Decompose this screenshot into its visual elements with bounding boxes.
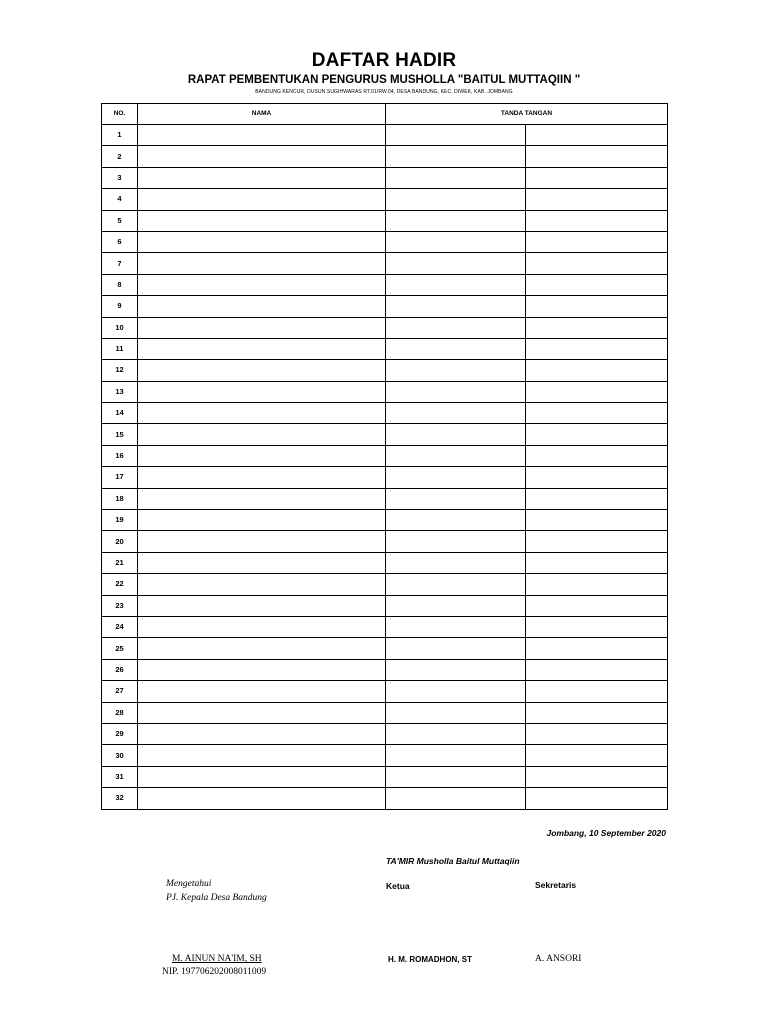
row-number: 5: [102, 210, 138, 231]
table-row: [102, 788, 668, 809]
signature-cell-left[interactable]: [386, 702, 526, 723]
table-row: [102, 574, 668, 595]
signature-cell-left[interactable]: [386, 531, 526, 552]
name-cell[interactable]: [138, 659, 386, 680]
table-row: [102, 659, 668, 680]
organization-name: TA'MIR Musholla Baitul Muttaqiin: [386, 856, 520, 866]
row-number: 8: [102, 274, 138, 295]
table-row: [102, 360, 668, 381]
table-row: [102, 552, 668, 573]
row-number: 20: [102, 531, 138, 552]
column-header-no: NO.: [102, 104, 138, 125]
document-address: BANDUNG KENCUR, DUSUN SUGIHWARAS RT.01/RW.04, DESA BANDUNG, KEC. DIWEK, KAB. JOMBANG: [255, 89, 513, 95]
signature-cell-left[interactable]: [386, 659, 526, 680]
signature-cell-left[interactable]: [386, 360, 526, 381]
signature-cell-right[interactable]: [526, 338, 668, 359]
table-row: [102, 488, 668, 509]
signature-cell-left[interactable]: [386, 510, 526, 531]
name-cell[interactable]: [138, 681, 386, 702]
signature-cell-left[interactable]: [386, 167, 526, 188]
signature-cell-right[interactable]: [526, 531, 668, 552]
row-number: 19: [102, 510, 138, 531]
acknowledged-label: Mengetahui: [166, 879, 212, 889]
row-number: 1: [102, 125, 138, 146]
name-cell[interactable]: [138, 702, 386, 723]
signature-cell-left[interactable]: [386, 210, 526, 231]
table-row: [102, 210, 668, 231]
name-cell[interactable]: [138, 360, 386, 381]
name-cell[interactable]: [138, 403, 386, 424]
signature-cell-right[interactable]: [526, 360, 668, 381]
table-row: [102, 403, 668, 424]
signature-cell-right[interactable]: [526, 296, 668, 317]
table-row: [102, 467, 668, 488]
table-row: [102, 296, 668, 317]
document-subtitle: RAPAT PEMBENTUKAN PENGURUS MUSHOLLA "BAITUL MUTTAQIIN ": [187, 74, 581, 86]
name-cell[interactable]: [138, 552, 386, 573]
signature-cell-left[interactable]: [386, 231, 526, 252]
table-row: [102, 638, 668, 659]
signature-cell-left[interactable]: [386, 745, 526, 766]
name-cell[interactable]: [138, 231, 386, 252]
signature-cell-left[interactable]: [386, 381, 526, 402]
signature-cell-right[interactable]: [526, 317, 668, 338]
signature-cell-left[interactable]: [386, 274, 526, 295]
signature-cell-left[interactable]: [386, 616, 526, 637]
row-number: 3: [102, 167, 138, 188]
row-number: 13: [102, 381, 138, 402]
column-header-signature: TANDA TANGAN: [386, 104, 668, 125]
signature-cell-right[interactable]: [526, 659, 668, 680]
table-row: [102, 681, 668, 702]
row-number: 15: [102, 424, 138, 445]
signature-cell-left[interactable]: [386, 403, 526, 424]
signature-cell-right[interactable]: [526, 403, 668, 424]
signature-cell-left[interactable]: [386, 488, 526, 509]
signature-cell-right[interactable]: [526, 574, 668, 595]
row-number: 31: [102, 766, 138, 787]
signature-cell-right[interactable]: [526, 210, 668, 231]
signature-cell-right[interactable]: [526, 467, 668, 488]
village-head-title: PJ. Kepala Desa Bandung: [166, 893, 267, 903]
row-number: 12: [102, 360, 138, 381]
table-row: [102, 274, 668, 295]
name-cell[interactable]: [138, 317, 386, 338]
chair-role-label: Ketua: [386, 881, 410, 891]
signature-cell-right[interactable]: [526, 745, 668, 766]
row-number: 24: [102, 616, 138, 637]
signature-cell-left[interactable]: [386, 552, 526, 573]
signature-cell-left[interactable]: [386, 681, 526, 702]
attendance-table: [101, 103, 668, 810]
row-number: 7: [102, 253, 138, 274]
signature-cell-right[interactable]: [526, 595, 668, 616]
signature-cell-left[interactable]: [386, 467, 526, 488]
signature-cell-left[interactable]: [386, 723, 526, 744]
name-cell[interactable]: [138, 574, 386, 595]
table-row: [102, 125, 668, 146]
row-number: 11: [102, 338, 138, 359]
table-row: [102, 510, 668, 531]
signature-cell-right[interactable]: [526, 274, 668, 295]
signature-cell-right[interactable]: [526, 510, 668, 531]
document-title: DAFTAR HADIR: [311, 50, 457, 71]
signature-cell-right[interactable]: [526, 723, 668, 744]
signature-cell-right[interactable]: [526, 552, 668, 573]
name-cell[interactable]: [138, 467, 386, 488]
signature-cell-right[interactable]: [526, 167, 668, 188]
signature-cell-left[interactable]: [386, 317, 526, 338]
table-header-row: [102, 104, 668, 125]
table-row: [102, 595, 668, 616]
signature-cell-right[interactable]: [526, 125, 668, 146]
name-cell[interactable]: [138, 788, 386, 809]
village-head-nip: NIP. 197706202008011009: [162, 967, 267, 977]
row-number: 14: [102, 403, 138, 424]
name-cell[interactable]: [138, 253, 386, 274]
signature-cell-left[interactable]: [386, 766, 526, 787]
name-cell[interactable]: [138, 296, 386, 317]
attendance-rows: [102, 125, 668, 810]
row-number: 32: [102, 788, 138, 809]
name-cell[interactable]: [138, 210, 386, 231]
signature-cell-left[interactable]: [386, 338, 526, 359]
signature-cell-left[interactable]: [386, 296, 526, 317]
table-row: [102, 167, 668, 188]
row-number: 28: [102, 702, 138, 723]
signature-cell-right[interactable]: [526, 189, 668, 210]
table-row: [102, 231, 668, 252]
name-cell[interactable]: [138, 510, 386, 531]
name-cell[interactable]: [138, 766, 386, 787]
row-number: 17: [102, 467, 138, 488]
signature-cell-right[interactable]: [526, 253, 668, 274]
table-row: [102, 723, 668, 744]
row-number: 9: [102, 296, 138, 317]
row-number: 18: [102, 488, 138, 509]
signature-cell-left[interactable]: [386, 424, 526, 445]
row-number: 2: [102, 146, 138, 167]
table-row: [102, 766, 668, 787]
signature-cell-right[interactable]: [526, 146, 668, 167]
signature-cell-right[interactable]: [526, 381, 668, 402]
secretary-role-label: Sekretaris: [535, 880, 577, 890]
name-cell[interactable]: [138, 445, 386, 466]
signature-cell-right[interactable]: [526, 681, 668, 702]
table-row: [102, 146, 668, 167]
row-number: 10: [102, 317, 138, 338]
signature-cell-right[interactable]: [526, 638, 668, 659]
chair-name: H. M. ROMADHON, ST: [388, 955, 472, 964]
row-number: 30: [102, 745, 138, 766]
name-cell[interactable]: [138, 381, 386, 402]
name-cell[interactable]: [138, 488, 386, 509]
signature-cell-right[interactable]: [526, 424, 668, 445]
signature-cell-left[interactable]: [386, 253, 526, 274]
table-row: [102, 745, 668, 766]
signature-cell-right[interactable]: [526, 616, 668, 637]
signature-cell-right[interactable]: [526, 702, 668, 723]
row-number: 6: [102, 231, 138, 252]
table-row: [102, 317, 668, 338]
secretary-name: A. ANSORI: [535, 954, 582, 964]
name-cell[interactable]: [138, 424, 386, 445]
column-header-name: NAMA: [138, 104, 386, 125]
name-cell[interactable]: [138, 531, 386, 552]
signature-cell-left[interactable]: [386, 445, 526, 466]
name-cell[interactable]: [138, 616, 386, 637]
name-cell[interactable]: [138, 595, 386, 616]
table-row: [102, 531, 668, 552]
row-number: 29: [102, 723, 138, 744]
row-number: 16: [102, 445, 138, 466]
table-row: [102, 381, 668, 402]
name-cell[interactable]: [138, 638, 386, 659]
document-date: Jombang, 10 September 2020: [546, 828, 666, 838]
signature-cell-right[interactable]: [526, 488, 668, 509]
village-head-name: M. AINUN NA'IM, SH: [172, 954, 262, 964]
table-row: [102, 189, 668, 210]
table-row: [102, 424, 668, 445]
name-cell[interactable]: [138, 167, 386, 188]
signature-cell-right[interactable]: [526, 445, 668, 466]
row-number: 26: [102, 659, 138, 680]
row-number: 23: [102, 595, 138, 616]
name-cell[interactable]: [138, 189, 386, 210]
signature-cell-left[interactable]: [386, 574, 526, 595]
signature-cell-left[interactable]: [386, 788, 526, 809]
name-cell[interactable]: [138, 146, 386, 167]
row-number: 27: [102, 681, 138, 702]
name-cell[interactable]: [138, 274, 386, 295]
signature-cell-right[interactable]: [526, 766, 668, 787]
table-row: [102, 253, 668, 274]
table-row: [102, 616, 668, 637]
row-number: 25: [102, 638, 138, 659]
signature-cell-left[interactable]: [386, 638, 526, 659]
table-row: [102, 702, 668, 723]
signature-cell-left[interactable]: [386, 146, 526, 167]
table-row: [102, 445, 668, 466]
name-cell[interactable]: [138, 338, 386, 359]
signature-cell-right[interactable]: [526, 788, 668, 809]
row-number: 4: [102, 189, 138, 210]
name-cell[interactable]: [138, 745, 386, 766]
name-cell[interactable]: [138, 125, 386, 146]
row-number: 21: [102, 552, 138, 573]
table-row: [102, 338, 668, 359]
signature-cell-left[interactable]: [386, 595, 526, 616]
row-number: 22: [102, 574, 138, 595]
signature-cell-left[interactable]: [386, 189, 526, 210]
signature-cell-left[interactable]: [386, 125, 526, 146]
name-cell[interactable]: [138, 723, 386, 744]
signature-cell-right[interactable]: [526, 231, 668, 252]
